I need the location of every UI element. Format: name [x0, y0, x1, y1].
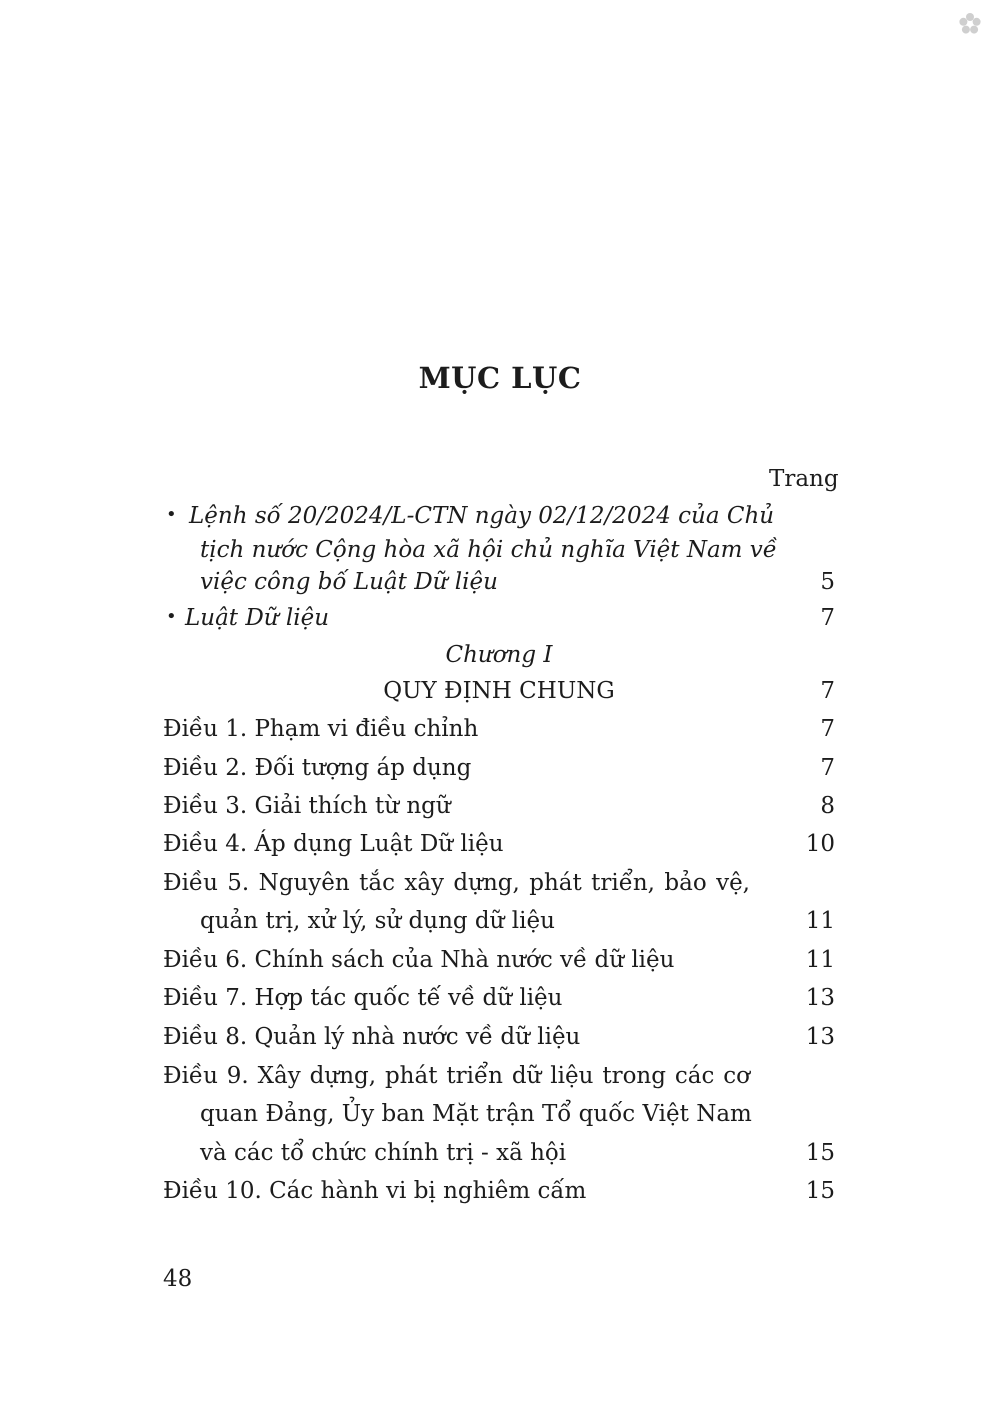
- toc-page-number: 10: [805, 831, 835, 857]
- toc-article-continuation: quan Đảng, Ủy ban Mặt trận Tổ quốc Việt Nam: [200, 1101, 752, 1127]
- toc-article: Điều 1. Phạm vi điều chỉnh: [163, 716, 479, 742]
- toc-article: Điều 3. Giải thích từ ngữ: [163, 793, 451, 819]
- page-title: MỤC LỤC: [418, 361, 582, 395]
- toc-article-continuation: và các tổ chức chính trị - xã hội: [200, 1140, 567, 1166]
- page-column-header: Trang: [769, 466, 839, 492]
- toc-article: Điều 4. Áp dụng Luật Dữ liệu: [163, 831, 504, 857]
- toc-article: Điều 9. Xây dựng, phát triển dữ liệu trong các cơ: [163, 1063, 750, 1089]
- bullet-icon: •: [166, 606, 177, 627]
- page-number: 48: [163, 1266, 193, 1292]
- chapter-label: Chương I: [445, 642, 553, 668]
- toc-page-number: 15: [805, 1140, 835, 1166]
- toc-page-number: 7: [820, 678, 835, 704]
- toc-article-continuation: quản trị, xử lý, sử dụng dữ liệu: [200, 908, 555, 934]
- toc-article: Điều 6. Chính sách của Nhà nước về dữ liệu: [163, 947, 675, 973]
- toc-article: Điều 8. Quản lý nhà nước về dữ liệu: [163, 1024, 581, 1050]
- toc-article: Điều 5. Nguyên tắc xây dựng, phát triển, bảo vệ,: [163, 870, 750, 896]
- toc-article: Điều 2. Đối tượng áp dụng: [163, 755, 472, 781]
- toc-page-number: 13: [805, 1024, 835, 1050]
- toc-page-number: 13: [805, 985, 835, 1011]
- toc-page-number: 11: [805, 947, 835, 973]
- toc-entry-line: việc công bố Luật Dữ liệu: [200, 569, 498, 595]
- chapter-name: QUY ĐỊNH CHUNG: [383, 678, 615, 704]
- bullet-icon: •: [166, 504, 177, 525]
- toc-article: Điều 7. Hợp tác quốc tế về dữ liệu: [163, 985, 563, 1011]
- toc-entry-line: tịch nước Cộng hòa xã hội chủ nghĩa Việt Nam về: [200, 537, 777, 563]
- toc-page-number: 8: [820, 793, 835, 819]
- toc-page-number: 7: [820, 716, 835, 742]
- toc-entry-line: Luật Dữ liệu: [185, 605, 330, 631]
- toc-page-number: 15: [805, 1178, 835, 1204]
- toc-article: Điều 10. Các hành vi bị nghiêm cấm: [163, 1178, 587, 1204]
- toc-page-number: 5: [820, 569, 835, 595]
- toc-page-number: 11: [805, 908, 835, 934]
- toc-entry-line: Lệnh số 20/2024/L-CTN ngày 02/12/2024 của Chủ: [189, 503, 775, 529]
- toc-page-number: 7: [820, 755, 835, 781]
- toc-page-number: 7: [820, 605, 835, 631]
